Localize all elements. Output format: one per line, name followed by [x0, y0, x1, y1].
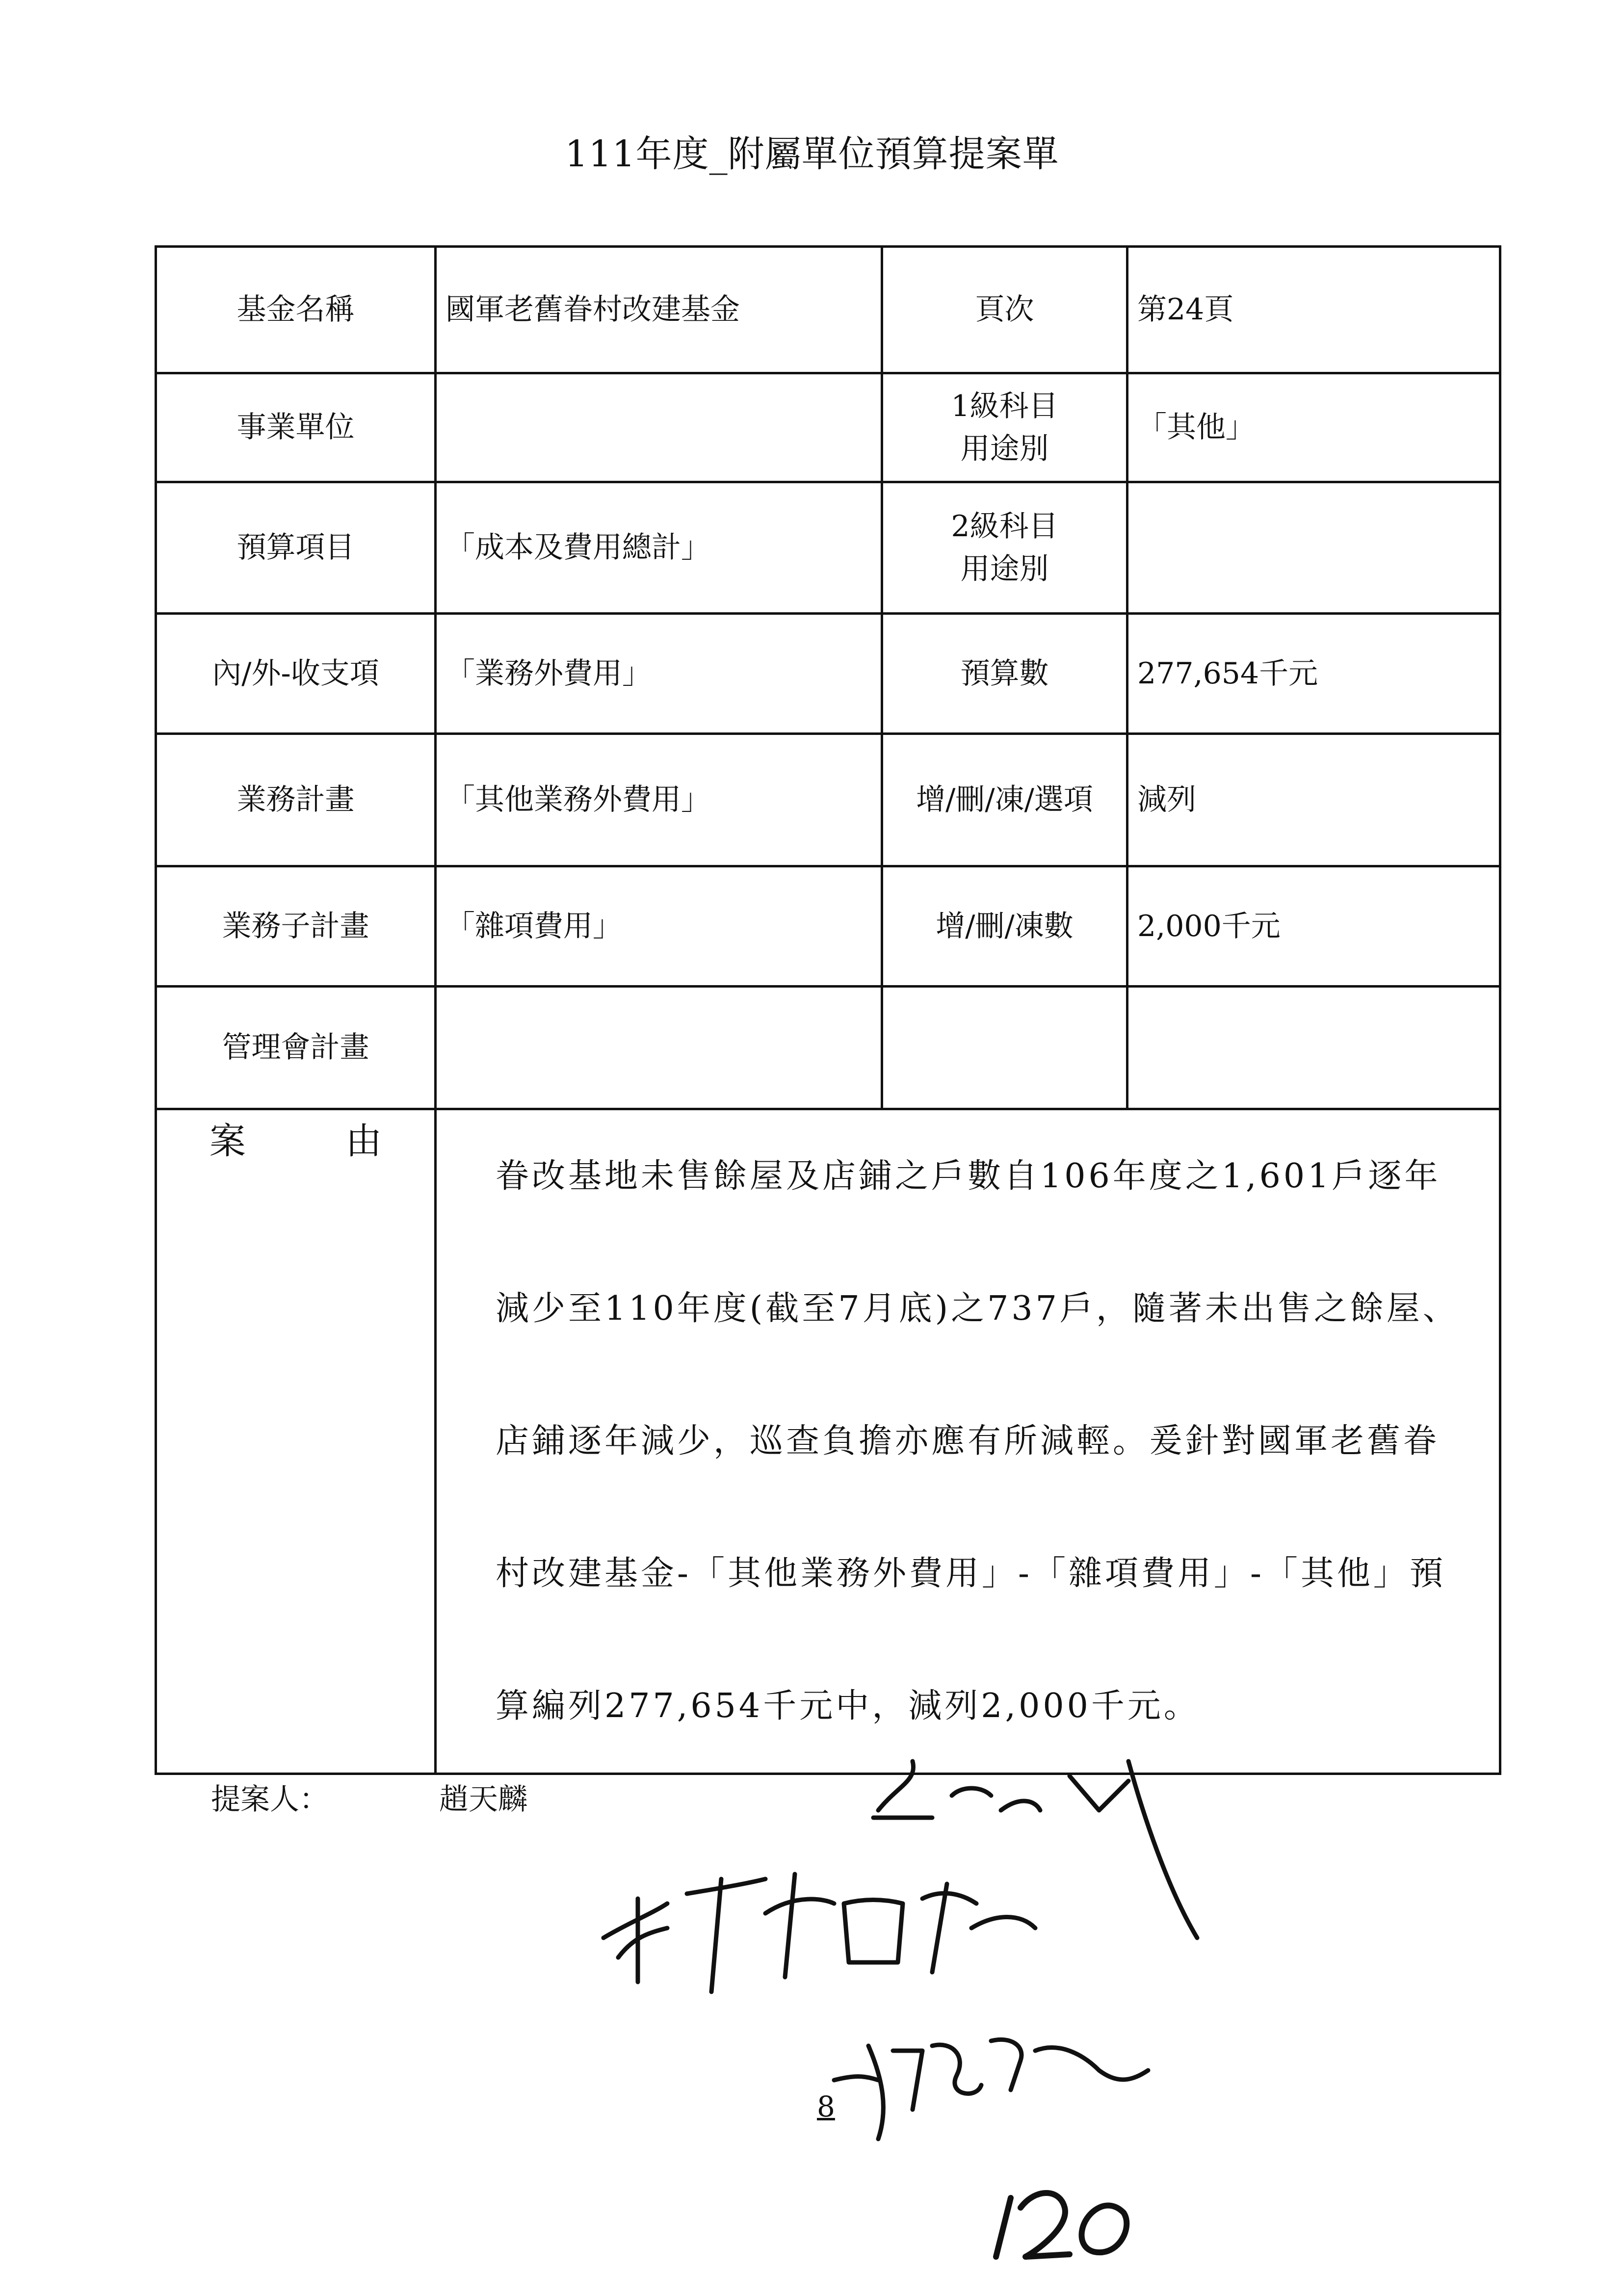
level2-label-line2: 用途別 [960, 551, 1049, 586]
option-label: 增/刪/凍/選項 [882, 734, 1127, 866]
fund-name-value: 國軍老舊眷村改建基金 [436, 247, 882, 373]
inout-label: 內/外-收支項 [156, 614, 436, 734]
budget-amount-value: 277,654千元 [1127, 614, 1500, 734]
plan-label: 業務計畫 [156, 734, 436, 866]
document-title: 111年度_附屬單位預算提案單 [565, 133, 1059, 175]
reason-text: 眷改基地未售餘屋及店鋪之戶數自106年度之1,601戶逐年減少至110年度(截至7月底)之737戶，隨著未出售之餘屋、店鋪逐年減少，巡查負擔亦應有所減輕。爰針對國軍老舊眷村改建基金-「其他業務外費用」-「雜項費用」-「其他」預算編列277,654千元中，減列2,000千元。 [436, 1109, 1500, 1774]
business-unit-label: 事業單位 [156, 373, 436, 482]
mgmt-label: 管理會計畫 [156, 987, 436, 1109]
level1-label-line1: 1級科目 [951, 389, 1058, 423]
change-amount-value: 2,000千元 [1127, 866, 1500, 987]
level1-value: 「其他」 [1127, 373, 1500, 482]
level1-label-line2: 用途別 [960, 431, 1049, 466]
budget-item-value: 「成本及費用總計」 [436, 482, 882, 614]
subplan-value: 「雜項費用」 [436, 866, 882, 987]
level2-label-line1: 2級科目 [951, 509, 1058, 544]
plan-value: 「其他業務外費用」 [436, 734, 882, 866]
proposer-name: 趙天麟 [439, 1782, 527, 1817]
page-label: 頁次 [882, 247, 1127, 373]
reason-label: 案 由 [156, 1109, 436, 1774]
proposer-label: 提案人： [211, 1782, 329, 1817]
budget-item-label: 預算項目 [156, 482, 436, 614]
fund-name-label: 基金名稱 [156, 247, 436, 373]
inout-value: 「業務外費用」 [436, 614, 882, 734]
option-value: 減列 [1127, 734, 1500, 866]
page-number: 8 [817, 2090, 835, 2123]
change-amount-label: 增/刪/凍數 [882, 866, 1127, 987]
subplan-label: 業務子計畫 [156, 866, 436, 987]
page-value: 第24頁 [1127, 247, 1500, 373]
budget-amount-label: 預算數 [882, 614, 1127, 734]
